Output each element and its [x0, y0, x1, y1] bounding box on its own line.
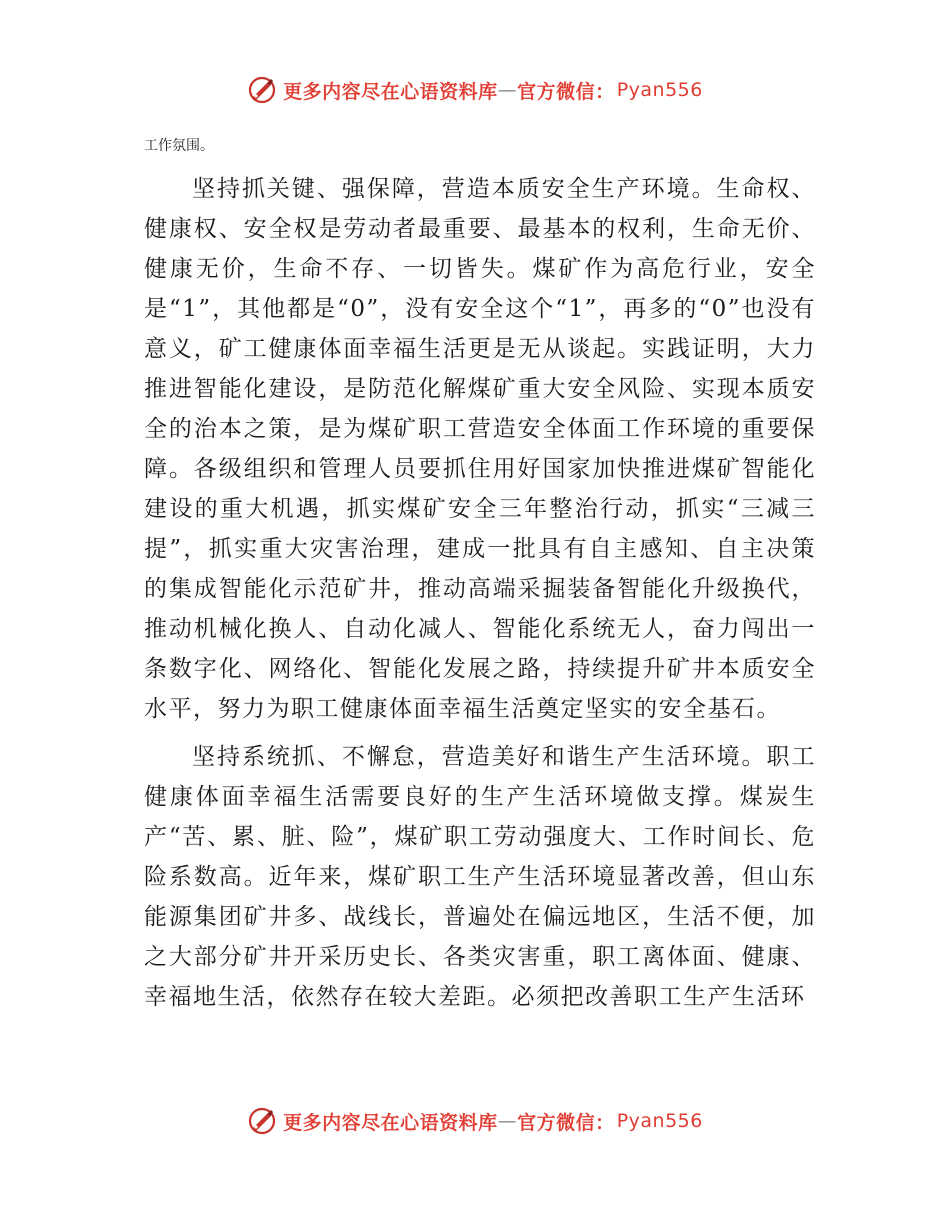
footer-banner [0, 1099, 950, 1143]
banner-separator: — [497, 1110, 518, 1132]
banner-wechat-label: 官方微信： [517, 1111, 615, 1134]
lead-fragment: 工作氛围。 [144, 138, 214, 154]
document-body [144, 135, 816, 1025]
header-banner [0, 68, 950, 112]
paragraph-safety: 坚持抓关键、强保障，营造本质安全生产环境。生命权、健康权、安全权是劳动者最重要、最基本的权利，生命无价、健康无价，生命不存、一切皆失。煤矿作为高危行业，安全是“1”，其他都是“0”，没有安全这个“1”，再多的“0”也没有意义，矿工健康体面幸福生活更是无从谈起。实践证明，大力推进智能化建设，是防范化解煤矿重大安全风险、实现本质安全的治本之策，是为煤矿职工营造安全体面工作环境的重要保障。各级组织和管理人员要抓住用好国家加快推进煤矿智能化建设的重大机遇，抓实煤矿安全三年整治行动，抓实“三减三提”，抓实重大灾害治理，建成一批具有自主感知、自主决策的集成智能化示范矿井，推动高端采掘装备智能化升级换代，推动机械化换人、自动化减人、智能化系统无人，奋力闯出一条数字化、网络化、智能化发展之路，持续提升矿井本质安全水平，努力为职工健康体面幸福生活奠定坚实的安全基石。 [144, 176, 816, 722]
banner-wechat-id: Pyan556 [616, 79, 703, 101]
paragraph-environment: 坚持系统抓、不懈怠，营造美好和谐生产生活环境。职工健康体面幸福生活需要良好的生产生活环境做支撑。煤炭生产“苦、累、脏、险”，煤矿职工劳动强度大、工作时间长、危险系数高。近年来，煤矿职工生产生活环境显著改善，但山东能源集团矿井多、战线长，普遍处在偏远地区，生活不便，加之大部分矿井开采历史长、各类灾害重，职工离体面、健康、幸福地生活，依然存在较大差距。必须把改善职工生产生活环 [144, 744, 816, 1010]
banner-brand: 更多内容尽在心语资料库 [283, 80, 498, 103]
pen-logo-icon [247, 1106, 277, 1136]
banner-wechat-id: Pyan556 [616, 1110, 703, 1132]
pen-logo-icon [247, 75, 277, 105]
banner-brand: 更多内容尽在心语资料库 [283, 1111, 498, 1134]
banner-separator: — [497, 79, 518, 101]
banner-wechat-label: 官方微信： [517, 80, 615, 103]
